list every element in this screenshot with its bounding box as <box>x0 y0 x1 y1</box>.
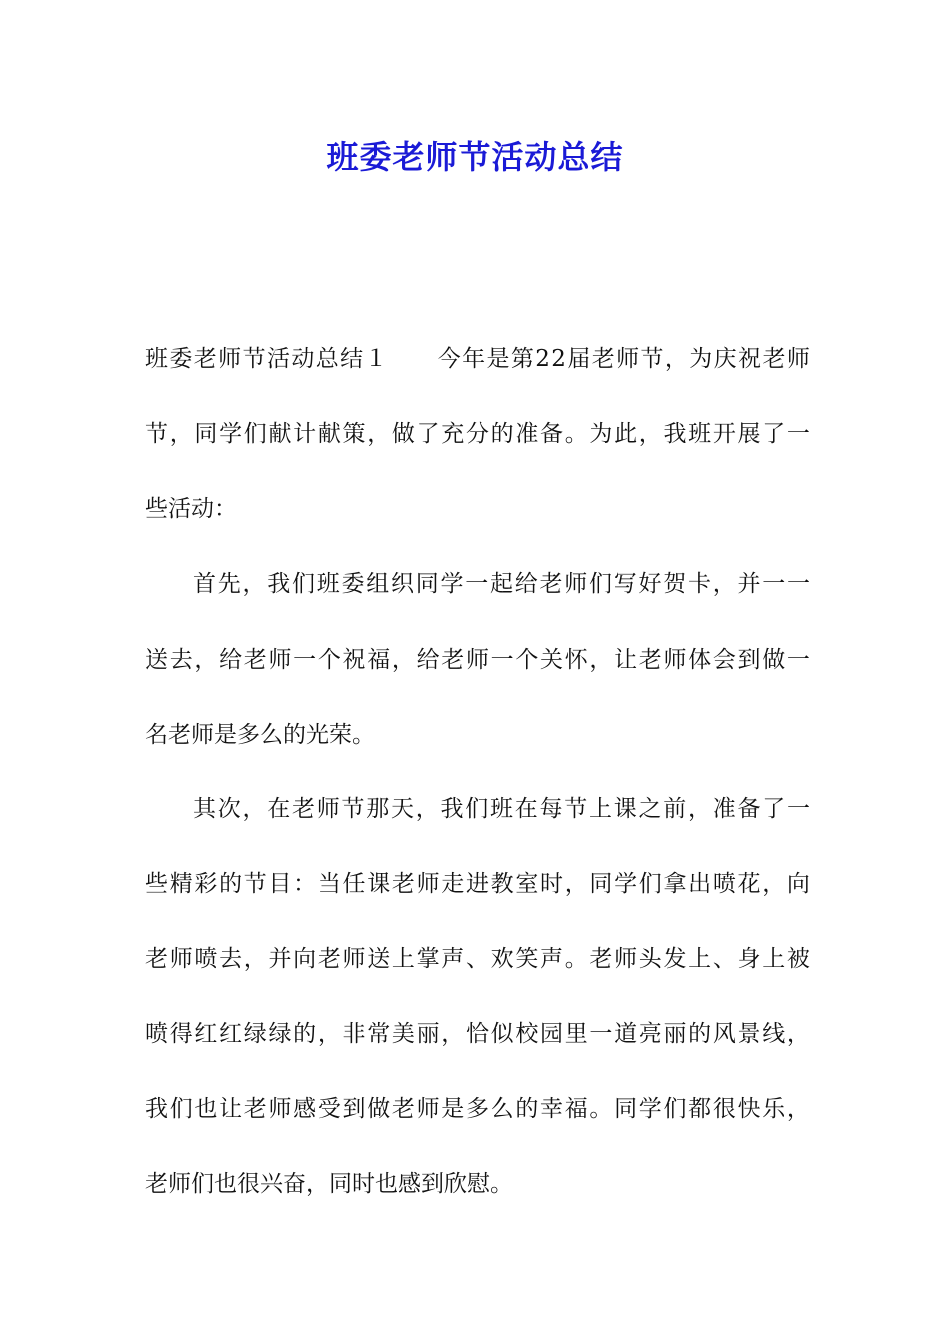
paragraph-line: 些 精 彩 的 节 目 ： 当 任 课 老 师 走 进 教 室 时 ， 同 学 们 拿 出 喷 花 ， 向 <box>145 871 810 897</box>
paragraph-line: 老 师 喷 去 ， 并 向 老 师 送 上 掌 声 、 欢 笑 声 。 老 师 头 发 上 、 身 上 被 <box>145 946 810 972</box>
paragraph-line: 喷 得 红 红 绿 绿 的 ， 非 常 美 丽 ， 恰 似 校 园 里 一 道 亮 丽 的 风 景 线 ， <box>145 1021 810 1047</box>
paragraph-line: 其 次 ， 在 老 师 节 那 天 ， 我 们 班 在 每 节 上 课 之 前 ， 准 备 了 一 <box>193 796 810 822</box>
document-title: 班委老师节活动总结 <box>326 138 624 176</box>
paragraph-line: 节 ， 同 学 们 献 计 献 策 ， 做 了 充 分 的 准 备 。 为 此 ， 我 班 开 展 了 一 <box>145 421 810 447</box>
paragraph-line: 老师们也很兴奋，同时也感到欣慰。 <box>145 1171 513 1197</box>
paragraph-line: 些活动： <box>145 496 237 522</box>
paragraph-line: 我 们 也 让 老 师 感 受 到 做 老 师 是 多 么 的 幸 福 。 同 学 们 都 很 快 乐 ， <box>145 1096 810 1122</box>
paragraph-line: 名老师是多么的光荣。 <box>145 722 375 748</box>
paragraph-line: 送 去 ， 给 老 师 一 个 祝 福 ， 给 老 师 一 个 关 怀 ， 让 老 师 体 会 到 做 一 <box>145 647 810 673</box>
paragraph-line: 首 先 ， 我 们 班 委 组 织 同 学 一 起 给 老 师 们 写 好 贺 卡 ， 并 一 一 <box>193 571 810 597</box>
paragraph-line: 班 委 老 师 节 活 动 总 结 １ 今 年 是 第 2 2 届 老 师 节 ， 为 庆 祝 老 师 <box>145 346 810 372</box>
